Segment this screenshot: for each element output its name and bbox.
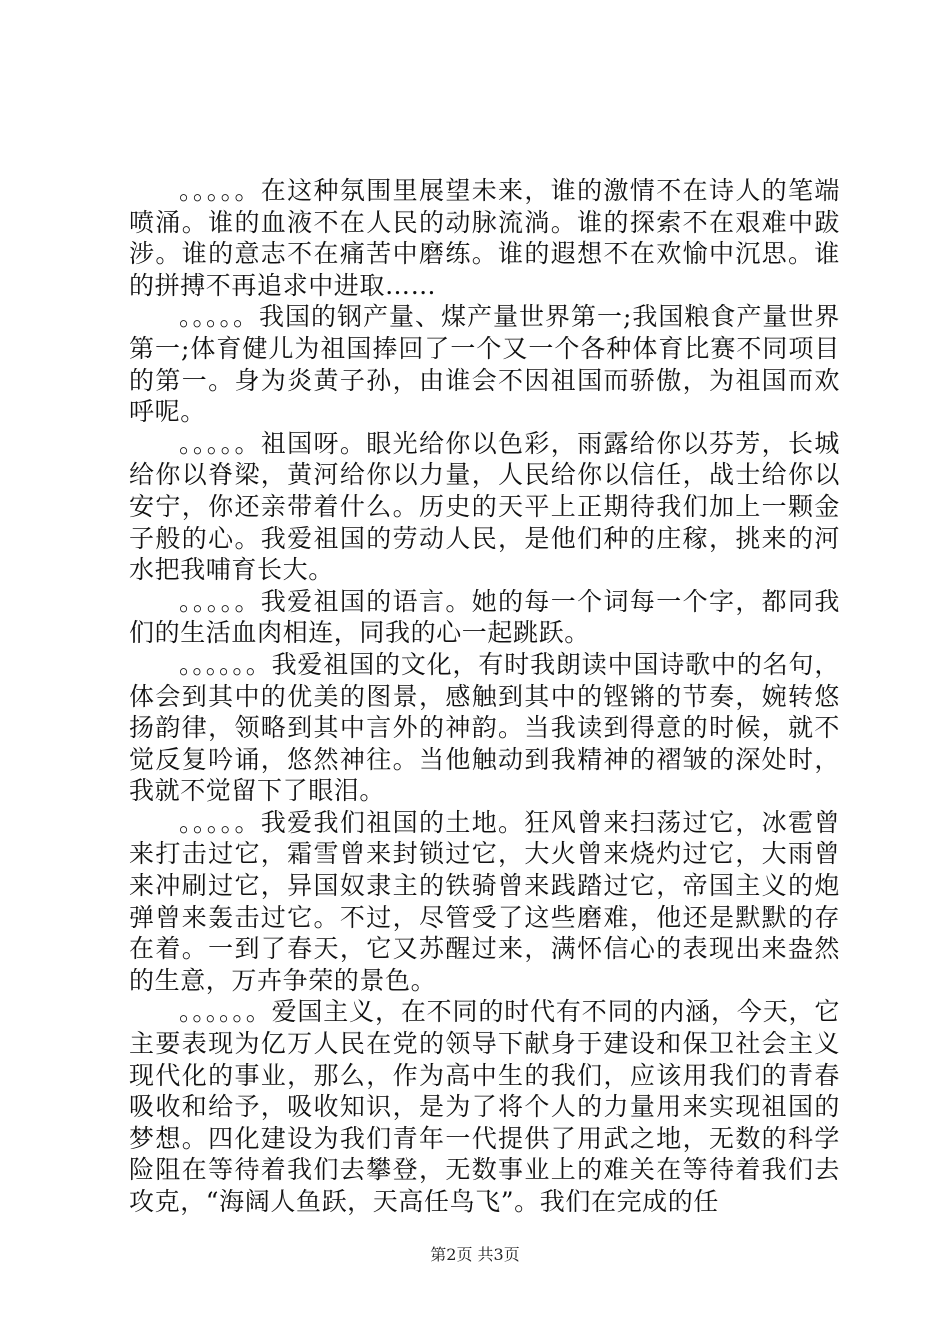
page-number-footer: 第2页 共3页	[430, 1245, 520, 1264]
paragraph: 。。。。。祖国呀。眼光给你以色彩，雨露给你以芬芳，长城给你以脊梁，黄河给你以力量，人民给你以信任，战士给你以安宁，你还亲带着什么。历史的天平上正期待我们加上一颗金子般的心。我爱祖国的劳动人民，是他们种的庄稼，挑来的河水把我哺育长大。	[129, 428, 840, 585]
paragraph: 。。。。。在这种氛围里展望未来，谁的激情不在诗人的笔端喷涌。谁的血液不在人民的动脉流淌。谁的探索不在艰难中跋涉。谁的意志不在痛苦中磨练。谁的遐想不在欢愉中沉思。谁的拼搏不再追求中进取……	[129, 176, 840, 300]
paragraph: 。。。。。我爱祖国的语言。她的每一个词每一个字，都同我们的生活血肉相连，同我的心一起跳跃。	[129, 586, 840, 648]
paragraph: 。。。。。我爱我们祖国的土地。狂风曾来扫荡过它，冰雹曾来打击过它，霜雪曾来封锁过它，大火曾来烧灼过它，大雨曾来冲刷过它，异国奴隶主的铁骑曾来践踏过它，帝国主义的炮弹曾来轰击过它。不过，尽管受了这些磨难，他还是默默的存在着。一到了春天，它又苏醒过来，满怀信心的表现出来盎然的生意，万卉争荣的景色。	[129, 807, 840, 995]
paragraph: 。。。。。。爱国主义，在不同的时代有不同的内涵，今天，它主要表现为亿万人民在党的领导下献身于建设和保卫社会主义现代化的事业，那么，作为高中生的我们，应该用我们的青春吸收和给予，吸收知识，是为了将个人的力量用来实现祖国的梦想。四化建设为我们青年一代提供了用武之地，无数的科学险阻在等待着我们去攀登，无数事业上的难关在等待着我们去攻克，“海阔人鱼跃，天高任鸟飞”。我们在完成的任	[129, 997, 840, 1216]
paragraph: 。。。。。。我爱祖国的文化，有时我朗读中国诗歌中的名句，体会到其中的优美的图景，感触到其中的铿锵的节奏，婉转悠扬韵律，领略到其中言外的神韵。当我读到得意的时候，就不觉反复吟诵，悠然神往。当他触动到我精神的褶皱的深处时，我就不觉留下了眼泪。	[129, 649, 840, 806]
paragraph: 。。。。。我国的钢产量、煤产量世界第一;我国粮食产量世界第一;体育健儿为祖国捧回了一个又一个各种体育比赛不同项目的第一。身为炎黄子孙，由谁会不因祖国而骄傲，为祖国而欢呼呢。	[129, 302, 840, 427]
document-body	[129, 175, 840, 1218]
